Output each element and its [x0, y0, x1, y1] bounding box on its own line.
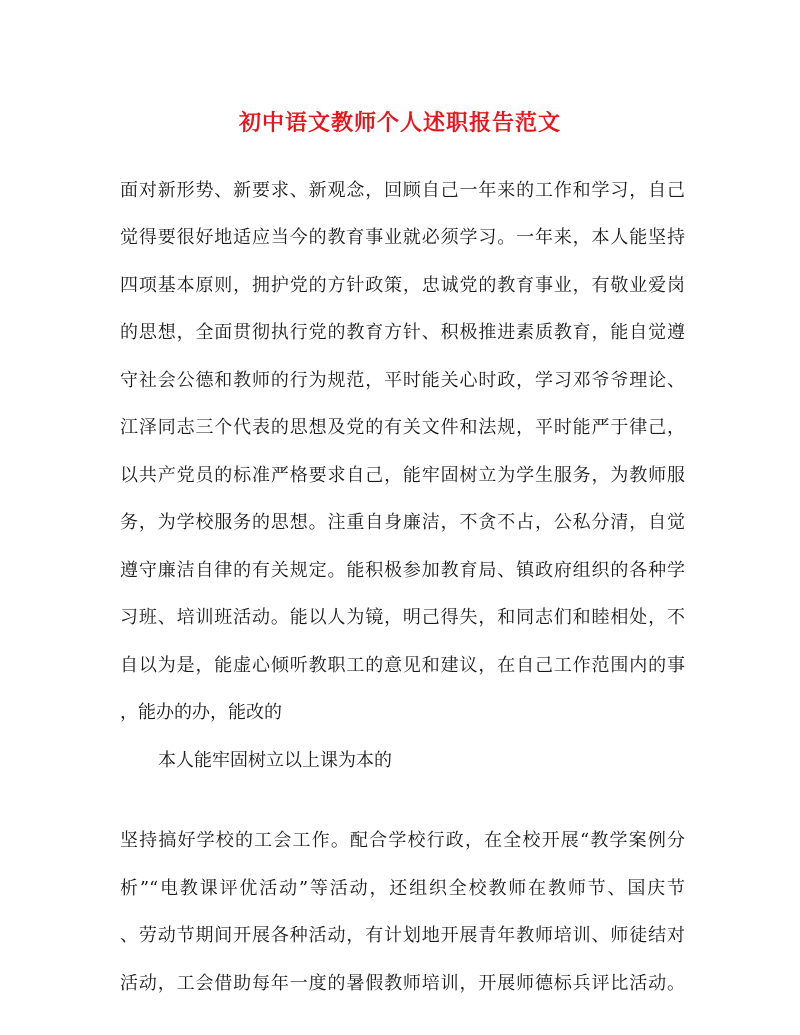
paragraph-1-line: 的思想，全面贯彻执行党的教育方针、积极推进素质教育，能自觉遵 [120, 322, 685, 343]
paragraph-3-line: 、劳动节期间开展各种活动，有计划地开展青年教师培训、师徒结对 [120, 925, 685, 946]
paragraph-1-line: 面对新形势、新要求、新观念，回顾自己一年来的工作和学习，自己 [120, 180, 685, 201]
paragraph-1-line: 自以为是，能虚心倾听教职工的意见和建议，在自己工作范围内的事 [120, 655, 685, 676]
paragraph-1-line: 以共产党员的标准严格要求自己，能牢固树立为学生服务，为教师服 [120, 465, 685, 486]
paragraph-1-line: 四项基本原则，拥护党的方针政策，忠诚党的教育事业，有敬业爱岗 [120, 275, 685, 296]
paragraph-1-line: 守社会公德和教师的行为规范，平时能关心时政，学习邓爷爷理论、 [120, 370, 685, 391]
paragraph-1-line: 遵守廉洁自律的有关规定。能积极参加教育局、镇政府组织的各种学 [120, 560, 685, 581]
document-title: 初中语文教师个人述职报告范文 [238, 110, 561, 136]
paragraph-3-line: 活动，工会借助每年一度的暑假教师培训，开展师德标兵评比活动。 [120, 973, 685, 994]
paragraph-1-line: 务，为学校服务的思想。注重自身廉洁，不贪不占，公私分清，自觉 [120, 512, 685, 533]
paragraph-1-line: 江泽同志三个代表的思想及党的有关文件和法规，平时能严于律己， [120, 417, 685, 438]
paragraph-2: 本人能牢固树立以上课为本的 [158, 750, 392, 771]
paragraph-1-line: 习班、培训班活动。能以人为镜，明己得失，和同志们和睦相处，不 [120, 607, 685, 628]
paragraph-3-line: 析”“电教课评优活动”等活动，还组织全校教师在教师节、国庆节 [120, 878, 685, 899]
paragraph-1-line: ，能办的办，能改的 [120, 702, 282, 723]
paragraph-3-line: 坚持搞好学校的工会工作。配合学校行政，在全校开展“教学案例分 [120, 830, 685, 851]
paragraph-1-line: 觉得要很好地适应当今的教育事业就必须学习。一年来，本人能坚持 [120, 227, 685, 248]
